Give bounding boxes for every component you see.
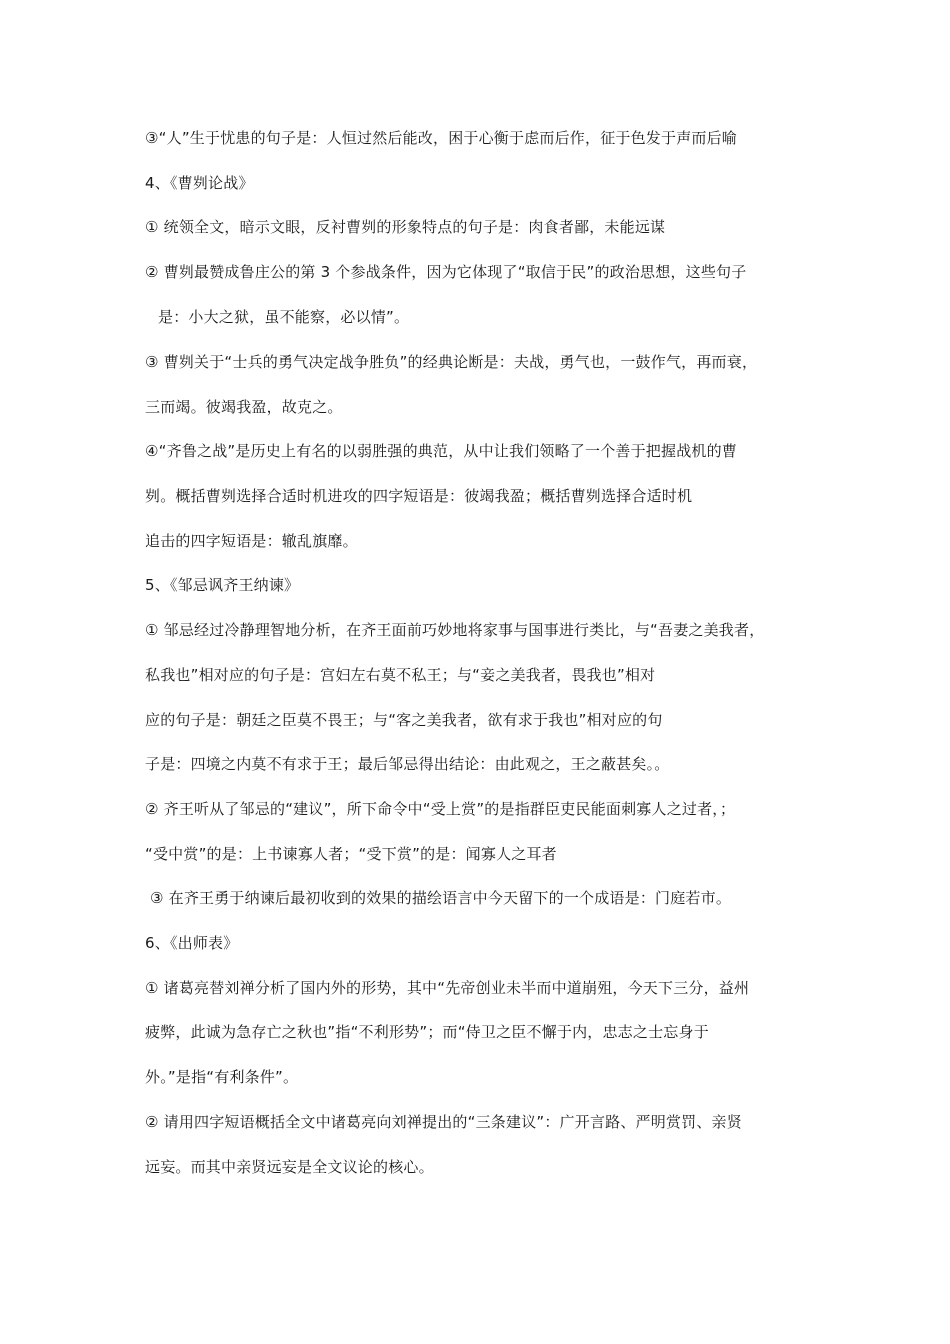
text-line: ② 曹刿最赞成鲁庄公的第 3 个参战条件，因为它体现了“取信于民”的政治思想，这些句子 (145, 263, 747, 281)
text-line: ② 请用四字短语概括全文中诸葛亮向刘禅提出的“三条建议”：广开言路、严明赏罚、亲贤 (145, 1113, 742, 1131)
text-line: 三而竭。彼竭我盈，故克之。 (145, 398, 343, 416)
text-line: ① 统领全文，暗示文眼，反衬曹刿的形象特点的句子是：肉食者鄙，未能远谋 (145, 218, 666, 236)
text-line: 应的句子是：朝廷之臣莫不畏王；与“客之美我者，欲有求于我也”相对应的句 (145, 711, 663, 729)
text-line: 外。”是指“有利条件”。 (145, 1068, 299, 1086)
text-line: 刿。概括曹刿选择合适时机进攻的四字短语是：彼竭我盈；概括曹刿选择合适时机 (145, 487, 693, 505)
section-heading: 5、《邹忌讽齐王纳谏》 (145, 576, 300, 594)
text-line: “受中赏”的是：上书谏寡人者；“受下赏”的是：闻寡人之耳者 (145, 845, 557, 863)
text-line: 子是：四境之内莫不有求于王；最后邹忌得出结论：由此观之，王之蔽甚矣。。 (145, 755, 670, 773)
text-line: ③ 在齐王勇于纳谏后最初收到的效果的描绘语言中今天留下的一个成语是：门庭若市。 (150, 889, 732, 907)
text-line: ③ 曹刿关于“士兵的勇气决定战争胜负”的经典论断是：夫战，勇气也，一鼓作气，再而衰， (145, 353, 758, 371)
text-line: 疲弊，此诚为急存亡之秋也”指“不利形势”；而“侍卫之臣不懈于内，忠志之士忘身于 (145, 1023, 709, 1041)
text-line: ① 诸葛亮替刘禅分析了国内外的形势，其中“先帝创业未半而中道崩殂，今天下三分，益州 (145, 979, 750, 997)
text-line: 私我也”相对应的句子是：宫妇左右莫不私王；与“妾之美我者，畏我也”相对 (145, 666, 656, 684)
text-line: ④“齐鲁之战”是历史上有名的以弱胜强的典范，从中让我们领略了一个善于把握战机的曹 (145, 442, 737, 460)
text-line: ① 邹忌经过冷静理智地分析，在齐王面前巧妙地将家事与国事进行类比，与“吾妻之美我者， (145, 621, 765, 639)
text-line: 是：小大之狱，虽不能察，必以情”。 (158, 308, 410, 326)
section-heading: 4、《曹刿论战》 (145, 174, 254, 192)
text-line: 远妄。而其中亲贤远妄是全文议论的核心。 (145, 1158, 434, 1176)
text-line: 追击的四字短语是：辙乱旗靡。 (145, 532, 358, 550)
text-line: ② 齐王听从了邹忌的“建议”，所下命令中“受上赏”的是指群臣吏民能面刺寡人之过者，； (145, 800, 736, 818)
text-line: ③“人”生于忧患的句子是：人恒过然后能改，困于心衡于虑而后作，征于色发于声而后喻 (145, 129, 737, 147)
section-heading: 6、《出师表》 (145, 934, 239, 952)
